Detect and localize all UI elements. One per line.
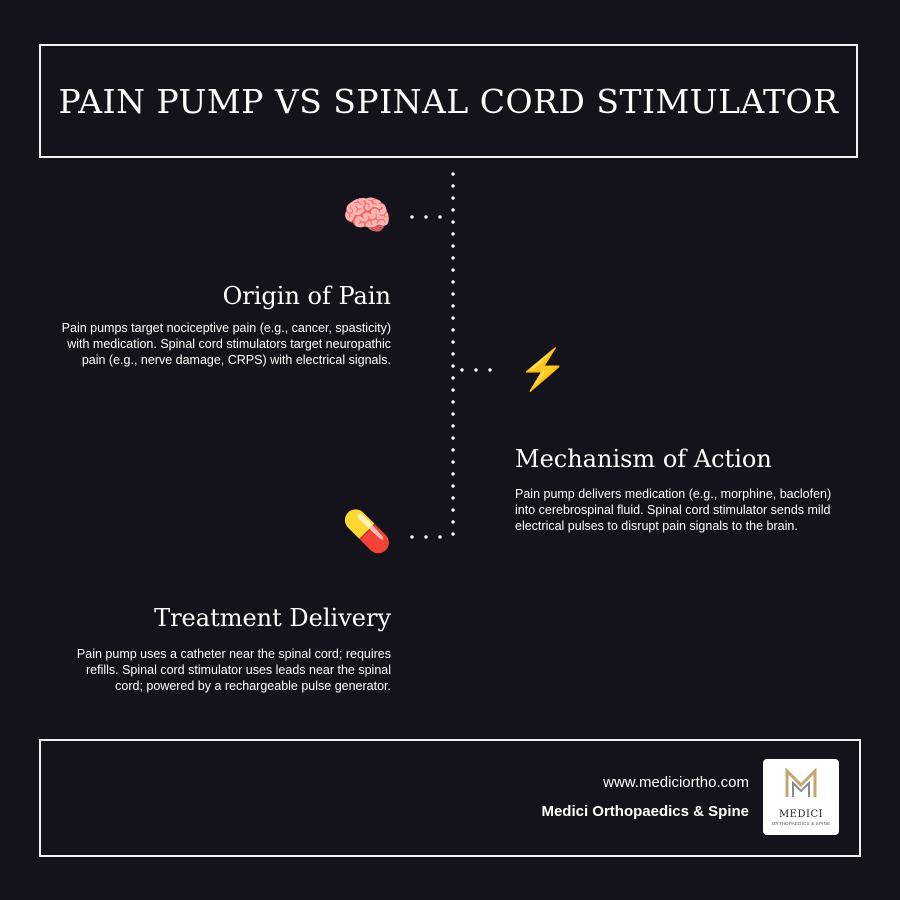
section-heading-mechanism: Mechanism of Action (515, 445, 772, 473)
body-line: pain (e.g., nerve damage, CRPS) with electrical signals. (81, 353, 391, 367)
section-heading-treatment: Treatment Delivery (154, 604, 391, 632)
lightning-icon: ⚡ (518, 348, 568, 392)
body-line: cord; powered by a rechargeable pulse generator. (115, 679, 391, 693)
body-line: refills. Spinal cord stimulator uses leads near the spinal (85, 663, 391, 677)
title-banner (39, 44, 858, 158)
connector-treatment (405, 535, 451, 539)
body-line: with medication. Spinal cord stimulators target neuropathic (67, 337, 391, 351)
section-body-mechanism (515, 486, 875, 534)
body-line: Pain pump uses a catheter near the spinal cord; requires (76, 647, 391, 661)
connector-mechanism (455, 368, 501, 372)
logo-m-mark-icon (763, 759, 839, 809)
brain-icon: 🧠 (342, 194, 392, 238)
body-line: electrical pulses to disrupt pain signals to the brain. (515, 519, 798, 533)
connector-origin (405, 215, 451, 219)
section-heading-origin: Origin of Pain (222, 282, 391, 310)
timeline-dotted-line (451, 168, 455, 540)
section-body-treatment (40, 646, 391, 694)
body-line: Pain pump delivers medication (e.g., morphine, baclofen) (515, 487, 832, 501)
brand-name: Medici Orthopaedics & Spine (541, 803, 749, 820)
website-link[interactable]: www.mediciortho.com (603, 774, 749, 791)
logo-subtitle: ORTHOPAEDICS & SPINE (771, 821, 831, 826)
pill-icon: 💊 (342, 510, 392, 554)
footer-banner (39, 739, 861, 857)
page-title: PAIN PUMP VS SPINAL CORD STIMULATOR (58, 81, 839, 121)
body-line: Pain pumps target nociceptive pain (e.g., cancer, spasticity) (61, 321, 391, 335)
logo-name: MEDICI (778, 809, 824, 820)
section-body-origin (40, 320, 391, 368)
medici-logo (763, 759, 839, 835)
body-line: into cerebrospinal fluid. Spinal cord stimulator sends mild (515, 503, 831, 517)
